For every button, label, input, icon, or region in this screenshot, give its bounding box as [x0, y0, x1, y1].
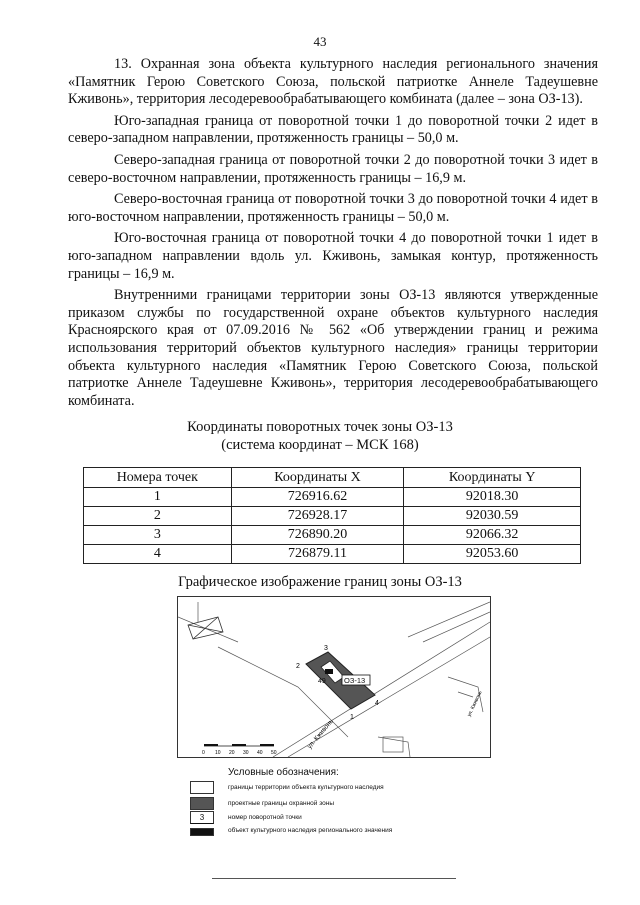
street-label: ул. Кживонь: [306, 718, 335, 751]
legend-item-heritage-object: [190, 825, 392, 836]
map-svg: [178, 597, 490, 757]
point-label-3: 3: [324, 645, 328, 652]
legend-label: границы территории объекта культурного наследия: [228, 784, 384, 791]
cell-point: 2: [84, 507, 232, 526]
legend-swatch-zone: [190, 797, 214, 810]
scale-label-0: 0: [202, 750, 205, 756]
paragraph-zone-definition: 13. Охранная зона объекта культурного наследия регионального значения «Памятник Герою Советского Союза, польской патриотке Аннеле Тадеушевне Кживонь», территория лесодеревообрабатывающего комбината (далее – зона ОЗ-13).: [68, 56, 598, 108]
cell-point: 4: [84, 545, 232, 564]
paragraph-northwest-border: Северо-западная граница от поворотной точки 2 до поворотной точки 3 идет в северо-восточном направлении, протяженность границы – 16,9 м.: [68, 151, 598, 186]
cell-x: 726916.62: [231, 488, 404, 507]
zone-label: ОЗ-13: [344, 676, 366, 685]
legend-title: Условные обозначения:: [228, 767, 339, 778]
coordinates-title-line2: (система координат – МСК 168): [221, 437, 419, 453]
point-label-1: 1: [350, 714, 354, 721]
table-header-row: [84, 468, 581, 488]
point-label-2: 2: [296, 663, 300, 670]
legend-label: проектные границы охранной зоны: [228, 800, 334, 807]
map-title: Графическое изображение границ зоны ОЗ-13: [178, 574, 462, 590]
cell-y: 92053.60: [404, 545, 581, 564]
cell-point: 1: [84, 488, 232, 507]
scale-label-10: 10: [215, 750, 221, 756]
legend-label: номер поворотной точки: [228, 814, 302, 821]
coordinates-title: [0, 418, 640, 454]
body-text: [68, 56, 598, 414]
table-row: [84, 488, 581, 507]
cell-y: 92018.30: [404, 488, 581, 507]
legend-label: объект культурного наследия регионального значения: [228, 827, 393, 834]
scale-label-30: 30: [243, 750, 249, 756]
street-label-right: ул. Кживонь: [466, 690, 484, 718]
cell-x: 726879.11: [231, 545, 404, 564]
paragraph-inner-borders: Внутренними границами территории зоны ОЗ-13 являются утвержденные приказом службы по государственной охране объектов культурного наследия Красноярского края от 07.09.2016 № 562 «Об утверждении границ и режима использования территорий объектов культурного наследия» границы территории объекта культурного наследия «Памятник Герою Советского Союза, польской патриотке Аннеле Тадеушевне Кживонь», территория лесодеревообрабатывающего комбината.: [68, 287, 598, 409]
scale-label-20: 20: [229, 750, 235, 756]
boundary-map: [177, 596, 491, 758]
point-label-4: 4: [375, 700, 379, 707]
scale-label-40: 40: [257, 750, 263, 756]
cell-x: 726890.20: [231, 526, 404, 545]
page-number: 43: [313, 34, 327, 49]
scale-bar: [202, 744, 277, 756]
cell-x: 726928.17: [231, 507, 404, 526]
map-crossed-area: [188, 617, 223, 639]
table-row: [84, 545, 581, 564]
table-row: [84, 526, 581, 545]
map-center-label: 49: [318, 678, 326, 685]
legend-swatch-number: 3: [190, 811, 214, 824]
paragraph-northeast-border: Северо-восточная граница от поворотной точки 3 до поворотной точки 4 идет в юго-восточном направлении, протяженность границы – 50,0 м.: [68, 191, 598, 225]
header-coord-x: Координаты X: [231, 468, 404, 488]
header-coord-y: Координаты Y: [404, 468, 581, 488]
heritage-object: [325, 669, 333, 674]
footer-divider: [212, 878, 456, 879]
legend-swatch-outline: [190, 781, 214, 794]
legend-item-territory: [190, 781, 384, 794]
cell-y: 92030.59: [404, 507, 581, 526]
legend-item-zone: [190, 797, 334, 810]
paragraph-southwest-border: Юго-западная граница от поворотной точки 1 до поворотной точки 2 идет в северо-западном направлении, протяженность границы – 50,0 м.: [68, 112, 598, 147]
legend-swatch-object: [190, 828, 214, 836]
coordinates-title-line1: Координаты поворотных точек зоны ОЗ-13: [187, 419, 453, 435]
cell-point: 3: [84, 526, 232, 545]
scale-label-50: 50: [271, 750, 277, 756]
table-row: [84, 507, 581, 526]
legend-item-point-number: [190, 811, 302, 824]
paragraph-southeast-border: Юго-восточная граница от поворотной точки 4 до поворотной точки 1 идет в юго-западном направлении вдоль ул. Кживонь, замыкая контур, протяженность границы – 16,9 м.: [68, 230, 598, 282]
coordinates-table: [83, 467, 581, 564]
cell-y: 92066.32: [404, 526, 581, 545]
header-point-number: Номера точек: [84, 468, 232, 488]
